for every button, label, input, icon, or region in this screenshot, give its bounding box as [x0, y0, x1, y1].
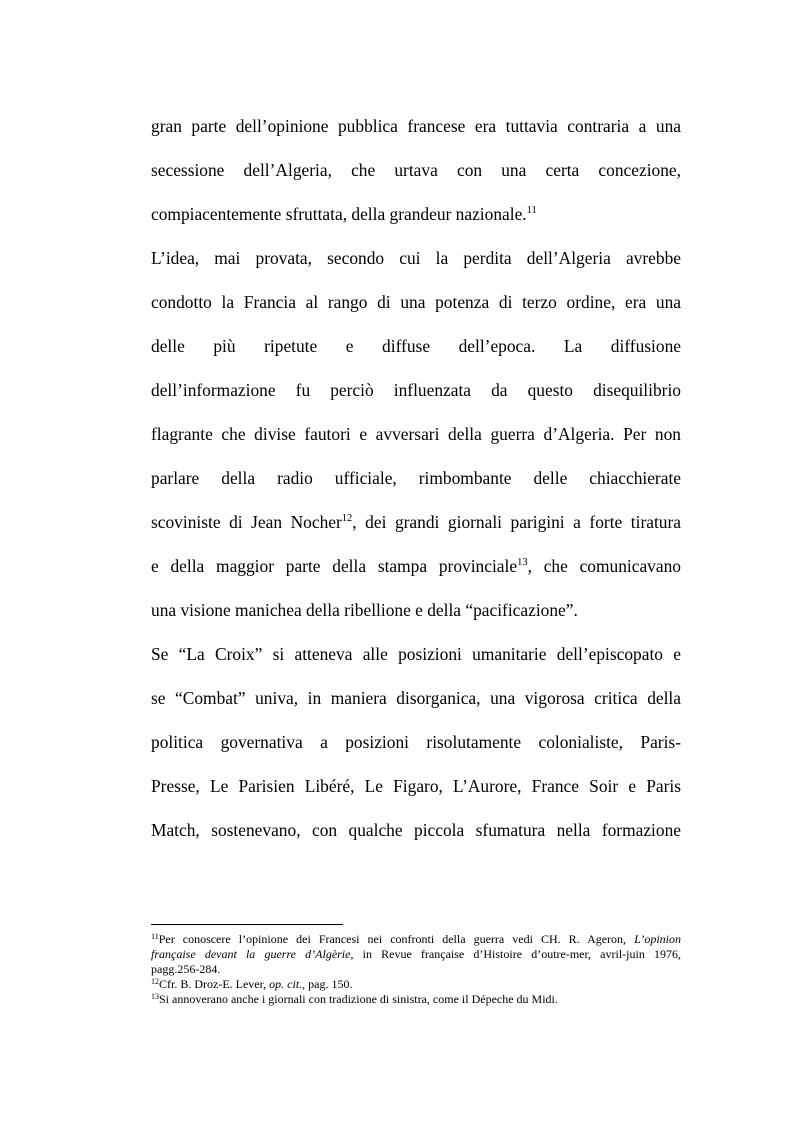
body-line-1: gran parte dell’opinione pubblica francese era tuttavia contraria a una: [151, 116, 681, 136]
footnote-ref-11[interactable]: 11: [526, 205, 537, 216]
body-line-9: parlare della radio ufficiale, rimbombante delle chiacchierate: [151, 468, 681, 488]
footnote-11-line-1: $^{11}$Per conoscere l’opinione dei Francesi nei confronti della guerra vedi CH. R. Ageron, L’opinion: [151, 932, 681, 946]
body-line-7: dell’informazione fu perciò influenzata da questo disequilibrio: [151, 380, 681, 400]
body-line-10: scoviniste di Jean Nocher$^{12}$, dei grandi giornali parigini a forte tiratura: [151, 512, 681, 532]
body-line-6: delle più ripetute e diffuse dell’epoca. La diffusione: [151, 336, 681, 356]
body-line-13: Se “La Croix” si atteneva alle posizioni umanitarie dell’episcopato e: [151, 644, 681, 664]
footnote-13: $^{13}$Si annoverano anche i giornali con tradizione di sinistra, come il Dépeche du Midi.: [151, 992, 558, 1006]
body-line-14: se “Combat” univa, in maniera disorganica, una vigorosa critica della: [151, 688, 681, 708]
footnote-12-number: 12: [151, 977, 159, 986]
footnote-ref-12[interactable]: 12: [341, 513, 353, 524]
footnote-ref-13[interactable]: 13: [517, 557, 528, 568]
body-line-17: Match, sostenevano, con qualche piccola sfumatura nella formazione: [151, 820, 681, 840]
body-line-5: condotto la Francia al rango di una potenza di terzo ordine, era una: [151, 292, 681, 312]
footnote-12: $^{12}$Cfr. B. Droz-E. Lever, op. cit., pag. 150.: [151, 977, 353, 991]
body-line-3: compiacentemente sfruttata, della grandeur nazionale.$^{11}$: [151, 204, 537, 224]
body-line-12: una visione manichea della ribellione e della “pacificazione”.: [151, 600, 578, 620]
body-line-4: L’idea, mai provata, secondo cui la perdita dell’Algeria avrebbe: [151, 248, 681, 268]
body-line-15: politica governativa a posizioni risolutamente colonialiste, Paris-: [151, 732, 681, 752]
body-line-11: e della maggior parte della stampa provinciale$^{13}$, che comunicavano: [151, 556, 681, 576]
footnote-11-line-3: pagg.256-284.: [151, 962, 221, 976]
body-line-8: flagrante che divise fautori e avversari della guerra d’Algeria. Per non: [151, 424, 681, 444]
footnote-separator: [151, 924, 343, 925]
footnote-11-line-2: française devant la guerre d’Algèrie, in Revue française d’Histoire d’outre-mer, avril-juin 1976,: [151, 947, 681, 961]
footnote-11-number: 11: [151, 932, 159, 941]
body-line-2: secessione dell’Algeria, che urtava con una certa concezione,: [151, 160, 681, 180]
body-line-16: Presse, Le Parisien Libéré, Le Figaro, L’Aurore, France Soir e Paris: [151, 776, 681, 796]
footnote-13-number: 13: [151, 992, 159, 1001]
